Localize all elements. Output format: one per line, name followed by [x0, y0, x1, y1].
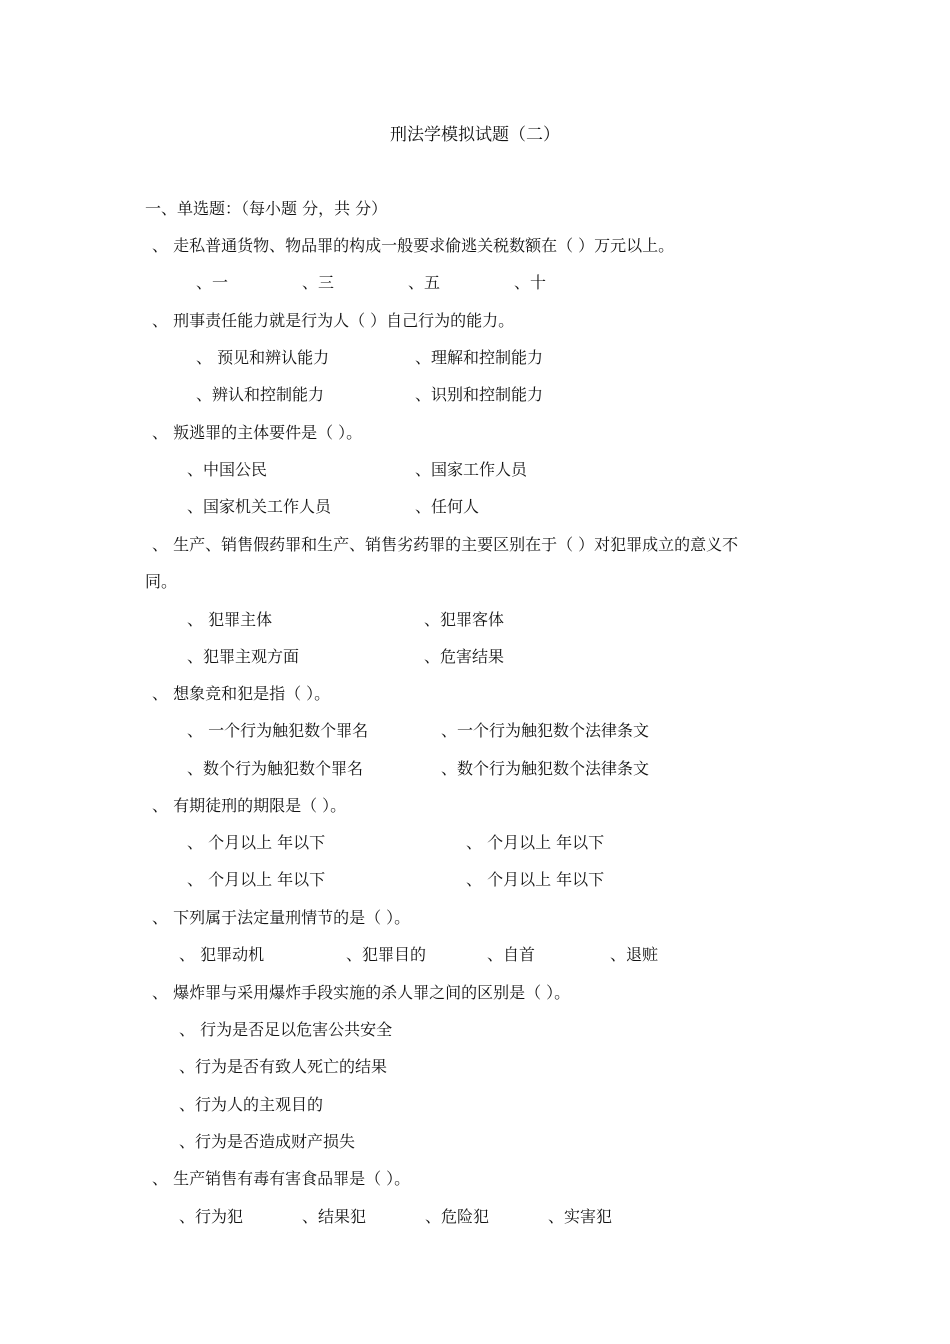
option-b: 、理解和控制能力 [415, 348, 544, 367]
question-5-stem: 、 想象竞和犯是指（ ）。 [152, 684, 331, 703]
option-b: 、 个月以上 年以下 [466, 833, 605, 852]
section-heading: 一、单选题：（每小题 分，共 分） [145, 199, 388, 218]
option-a: 、 一个行为触犯数个罪名 [187, 721, 369, 740]
option-c: 、危险犯 [425, 1207, 490, 1226]
option-b: 、三 [302, 273, 335, 292]
option-d: 、危害结果 [424, 647, 505, 666]
option-a: 、 犯罪主体 [187, 610, 273, 629]
option-c: 、五 [408, 273, 441, 292]
option-b: 、犯罪客体 [424, 610, 505, 629]
question-9-stem: 、 生产销售有毒有害食品罪是（ ）。 [152, 1169, 411, 1188]
option-d: 、实害犯 [548, 1207, 613, 1226]
option-a: 、 预见和辨认能力 [196, 348, 330, 367]
option-a: 、一 [196, 273, 229, 292]
option-a: 、中国公民 [187, 460, 268, 479]
option-b: 、结果犯 [302, 1207, 367, 1226]
question-8-option-a: 、 行为是否足以危害公共安全 [179, 1020, 393, 1039]
question-8-option-d: 、行为是否造成财产损失 [179, 1132, 356, 1151]
option-d: 、十 [514, 273, 547, 292]
option-c: 、犯罪主观方面 [187, 647, 300, 666]
question-8-option-c: 、行为人的主观目的 [179, 1095, 324, 1114]
option-a: 、行为犯 [179, 1207, 244, 1226]
option-a: 、 犯罪动机 [179, 945, 265, 964]
option-d: 、退赃 [610, 945, 659, 964]
option-c: 、国家机关工作人员 [187, 497, 332, 516]
question-6-stem: 、 有期徒刑的期限是（ ）。 [152, 796, 347, 815]
option-b: 、国家工作人员 [415, 460, 528, 479]
question-4-stem: 、 生产、销售假药罪和生产、销售劣药罪的主要区别在于（ ）对犯罪成立的意义不 [152, 535, 739, 554]
question-7-stem: 、 下列属于法定量刑情节的是（ ）。 [152, 908, 411, 927]
question-4-stem-continued: 同。 [145, 572, 178, 591]
option-d: 、识别和控制能力 [415, 385, 544, 404]
option-d: 、数个行为触犯数个法律条文 [441, 759, 650, 778]
option-b: 、犯罪目的 [346, 945, 427, 964]
question-3-stem: 、 叛逃罪的主体要件是（ ）。 [152, 423, 363, 442]
option-c: 、 个月以上 年以下 [187, 870, 326, 889]
option-c: 、辨认和控制能力 [196, 385, 325, 404]
option-b: 、一个行为触犯数个法律条文 [441, 721, 650, 740]
option-c: 、自首 [487, 945, 536, 964]
question-8-stem: 、 爆炸罪与采用爆炸手段实施的杀人罪之间的区别是（ ）。 [152, 983, 571, 1002]
option-c: 、数个行为触犯数个罪名 [187, 759, 364, 778]
question-1-stem: 、 走私普通货物、物品罪的构成一般要求偷逃关税数额在（ ）万元以上。 [152, 236, 675, 255]
question-2-stem: 、 刑事责任能力就是行为人（ ）自己行为的能力。 [152, 311, 515, 330]
option-d: 、任何人 [415, 497, 480, 516]
question-8-option-b: 、行为是否有致人死亡的结果 [179, 1057, 388, 1076]
document-title: 刑法学模拟试题（二） [390, 125, 560, 145]
option-a: 、 个月以上 年以下 [187, 833, 326, 852]
option-d: 、 个月以上 年以下 [466, 870, 605, 889]
